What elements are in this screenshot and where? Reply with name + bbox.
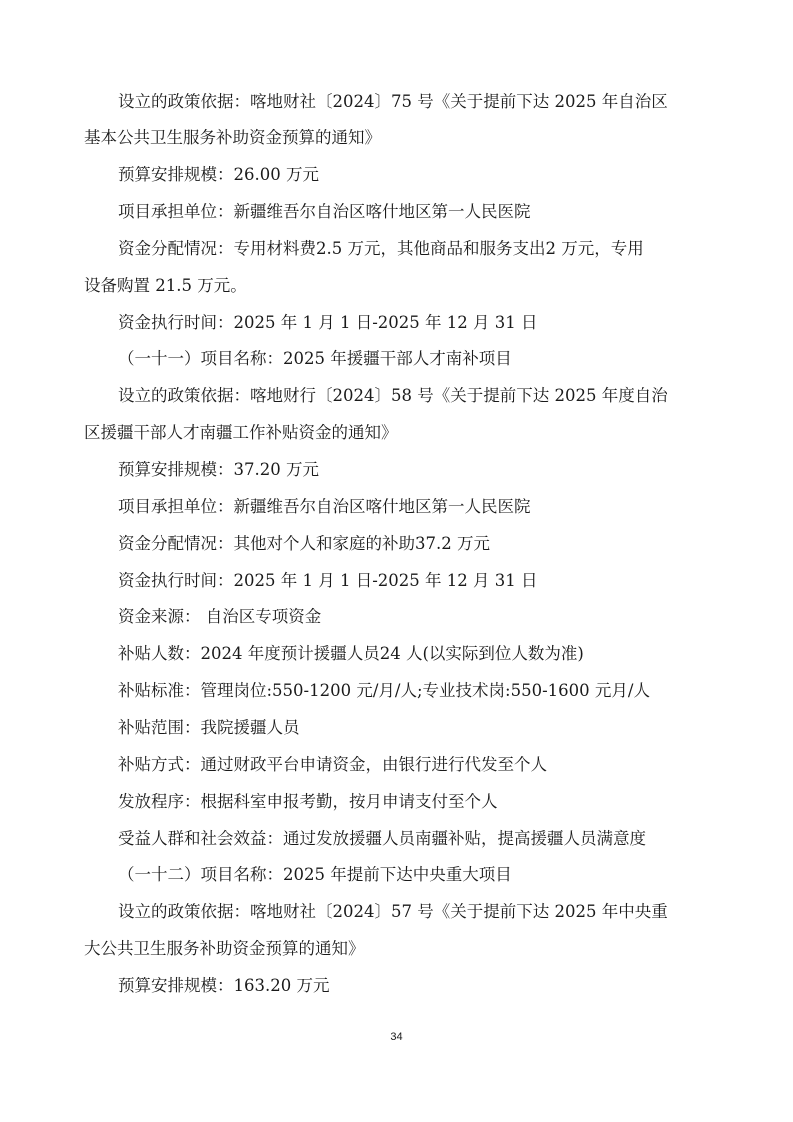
budget-scale-line-3: 预算安排规模：163.20 万元 <box>118 976 330 995</box>
subsidy-scope-line: 补贴范围：我院援疆人员 <box>118 718 300 737</box>
execution-time-line: 资金执行时间：2025 年 1 月 1 日-2025 年 12 月 31 日 <box>118 313 538 332</box>
subsidy-count-line: 补贴人数：2024 年度预计援疆人员24 人(以实际到位人数为准) <box>118 644 584 663</box>
fund-allocation-line-2: 设备购置 21.5 万元。 <box>84 276 247 295</box>
policy-basis-line-1: 设立的政策依据：喀地财社〔2024〕75 号《关于提前下达 2025 年自治区 <box>118 92 668 111</box>
policy-basis-line-5: 设立的政策依据：喀地财社〔2024〕57 号《关于提前下达 2025 年中央重 <box>118 902 668 921</box>
subsidy-method-line: 补贴方式：通过财政平台申请资金，由银行进行代发至个人 <box>118 755 547 774</box>
fund-allocation-line-3: 资金分配情况：其他对个人和家庭的补助37.2 万元 <box>118 534 490 553</box>
distribution-procedure-line: 发放程序：根据科室申报考勤，按月申请支付至个人 <box>118 792 498 811</box>
execution-time-line-2: 资金执行时间：2025 年 1 月 1 日-2025 年 12 月 31 日 <box>118 571 538 590</box>
policy-basis-line-3: 设立的政策依据：喀地财行〔2024〕58 号《关于提前下达 2025 年度自治 <box>118 386 668 405</box>
policy-basis-line-6: 大公共卫生服务补助资金预算的通知》 <box>84 939 365 958</box>
responsible-unit-line-2: 项目承担单位：新疆维吾尔自治区喀什地区第一人民医院 <box>118 497 531 516</box>
fund-allocation-line-1: 资金分配情况：专用材料费2.5 万元，其他商品和服务支出2 万元，专用 <box>118 239 644 258</box>
beneficiaries-line: 受益人群和社会效益：通过发放援疆人员南疆补贴，提高援疆人员满意度 <box>118 829 646 848</box>
budget-scale-line-2: 预算安排规模：37.20 万元 <box>118 460 319 479</box>
policy-basis-line-4: 区援疆干部人才南疆工作补贴资金的通知》 <box>84 423 398 442</box>
page-number: 34 <box>390 1031 403 1043</box>
policy-basis-line-2: 基本公共卫生服务补助资金预算的通知》 <box>84 128 381 147</box>
fund-source-line: 资金来源： 自治区专项资金 <box>118 607 322 626</box>
responsible-unit-line: 项目承担单位：新疆维吾尔自治区喀什地区第一人民医院 <box>118 202 531 221</box>
project-heading-12: （一十二）项目名称：2025 年提前下达中央重大项目 <box>118 865 512 884</box>
subsidy-standard-line: 补贴标准：管理岗位:550-1200 元/月/人;专业技术岗:550-1600 元月/人 <box>118 681 650 700</box>
budget-scale-line: 预算安排规模：26.00 万元 <box>118 165 319 184</box>
project-heading-11: （一十一）项目名称：2025 年援疆干部人才南补项目 <box>118 349 512 368</box>
